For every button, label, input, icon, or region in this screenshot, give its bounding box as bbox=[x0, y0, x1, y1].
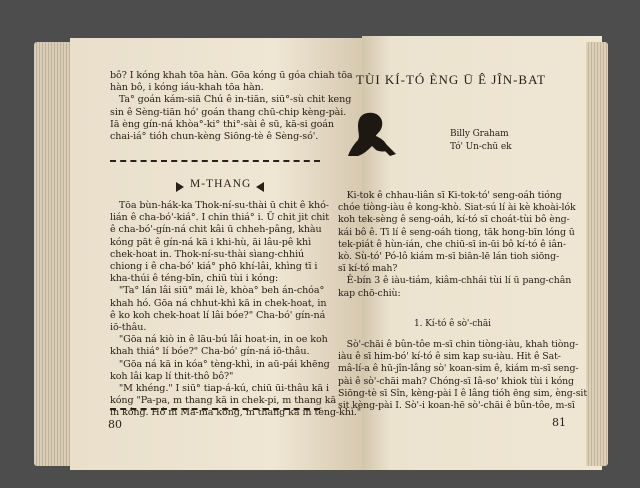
text-line: chiong i ê cha-bó' kiá° phō khí-lâi, khìng tī i bbox=[110, 261, 318, 273]
text-line: sī kí-tó mah? bbox=[338, 263, 398, 275]
text-line: kha-thúi ê téng-bīn, chiū tùi i kóng: bbox=[110, 273, 279, 285]
text-line: "Ta° lán lâi siū° mái lè, khòa° beh án-chóa° bbox=[110, 285, 325, 297]
text-line: Sò'-chāi ê bûn-tôe m-sī chin tiòng-iàu, khah tiòng- bbox=[338, 339, 579, 350]
text-line: kóng pāt ê gín-ná kā i khi-hù, āi lâu-pê khì bbox=[110, 236, 312, 248]
text-line: kóng "Pa-pa, m thang kā in chek-pi, m thang kā bbox=[110, 395, 337, 407]
text-line: iō-thâu. bbox=[110, 322, 147, 334]
text-line: "Gōa ná kā in kóa° tèng-khì, in aū-pái khēng bbox=[110, 358, 330, 370]
text-line: kò. Sù-tó' Pó-lô kiám m-sī biān-lē lán tioh siōng- bbox=[338, 251, 560, 263]
text-line: Iā èng gín-ná khòa°-ki° thi°-sài ê sū, kā-si goán bbox=[110, 118, 335, 130]
text-line: ê cha-bó'-gín-ná chit kâi ū chheh-pâng, khàu bbox=[110, 224, 322, 236]
page-number-left: 80 bbox=[108, 418, 122, 431]
subsection-heading: 1. Kí-tó ê sò'-chāi bbox=[414, 319, 491, 329]
text-line: iàu ê sī him-bó' kí-tó ê sim kap su-iàu. Hit ê Sat- bbox=[338, 351, 561, 363]
author-name: Billy Graham bbox=[450, 129, 509, 139]
text-line: "Gōa ná kiò in ê lāu-bú lâi hoat-in, in oe koh bbox=[110, 334, 328, 346]
text-line: mâ-lí-a ê hū-jîn-lâng sò' koan-sim ê, kiám m-sī seng- bbox=[338, 363, 579, 375]
text-line: hàn bô, i kóng iáu-khah tōa hàn. bbox=[110, 82, 264, 94]
translator-name: Tó' Un-chū ek bbox=[450, 142, 512, 152]
left-top-paragraph bbox=[110, 70, 353, 143]
text-line: Ki-tok ê chhau-liân sī Ki-tok-tó' seng-oáh tióng bbox=[338, 190, 562, 201]
right-subsection-text bbox=[338, 339, 587, 412]
section-heading: M-THANG bbox=[190, 178, 252, 190]
text-line: Siōng-tè sī Sîn, kèng-pài I ê lâng tióh ēng sim, èng-sit bbox=[338, 387, 587, 399]
text-line: tek-piát ê hùn-ián, che chiū-sī in-ūi bô kí-tó ê iân- bbox=[338, 238, 566, 250]
chapter-title: TÙI KÍ-TÓ ÈNG Ū Ê JÎN-BAT bbox=[356, 72, 546, 87]
text-line: chek-hoat in. Thok-ní-su-thài sìang-chhiú bbox=[110, 248, 305, 260]
page-number-right: 81 bbox=[552, 416, 566, 429]
text-line: bô? I kóng khah tōa hàn. Gōa kóng ū góa chiah tōa bbox=[110, 70, 353, 81]
praying-figure-illustration bbox=[346, 110, 402, 160]
text-line: chóe tiòng-iàu ê kong-khò. Siat-sú lí ài kè khoài-lók bbox=[338, 202, 576, 214]
text-line: in kóng. Hó m Ma-ma kóng, m thang kā in tèng-khì." bbox=[110, 407, 362, 419]
text-line: pài ê sò'-chāi mah? Chóng-sī Iâ-so' khiok tùi i kóng bbox=[338, 375, 574, 387]
text-line: lián ê cha-bó'-kiá°. I chin thiá° i. Ū chit jit chit bbox=[110, 212, 330, 224]
text-line: kái bô ê. Tī lí ê seng-oáh tiong, tāk hong-bīn lóng ū bbox=[338, 226, 575, 238]
text-line: koh lâi kap lí thit-thô bô?" bbox=[110, 370, 234, 382]
text-line: ê ko koh chek-hoat lí lâi bóe?" Cha-bó' gín-ná bbox=[110, 309, 326, 321]
left-body-text bbox=[110, 200, 361, 420]
text-line: koh tek-sèng ê seng-oáh, kí-tó sī choát-tùi bô èng- bbox=[338, 214, 570, 226]
arrow-left-icon bbox=[256, 182, 264, 192]
section-rule-bottom bbox=[110, 408, 320, 410]
text-line: chai-iá° tióh chun-kèng Siōng-tè ê Sèng-só'. bbox=[110, 131, 319, 143]
section-rule-top bbox=[110, 160, 320, 162]
text-line: "M khéng." I siū° tiap-á-kú, chiū ūi-thâu kā i bbox=[110, 383, 329, 395]
text-line: khah hó. Gōa ná chhut-khì kā in chek-hoat, in bbox=[110, 297, 327, 309]
arrow-right-icon bbox=[176, 182, 184, 192]
text-line: sit kèng-pài I. Sò'-i koan-hē sò'-chāi ê bûn-tôe, m-sī bbox=[338, 400, 575, 412]
page-edges-right bbox=[586, 42, 608, 466]
right-intro-text bbox=[338, 190, 576, 300]
text-line: kap chō-chiù: bbox=[338, 287, 401, 299]
text-line: Tōa bùn-hák-ka Thok-ní-su-thài ū chit ê khó- bbox=[110, 200, 329, 211]
text-line: Ê-bín 3 ê iàu-tiám, kiâm-chhái tùi lí ū pang-chân bbox=[338, 275, 572, 287]
text-line: khah thiá° lí bóe?" Cha-bó' gín-ná iō-thâu. bbox=[110, 346, 310, 358]
text-line: Ta° goán kám-siā Chú ê in-tiān, siū°-sù chit keng bbox=[110, 94, 352, 106]
text-line: sin ê Sèng-tiān hó' goán thang chū-chip kèng-pài. bbox=[110, 106, 347, 118]
